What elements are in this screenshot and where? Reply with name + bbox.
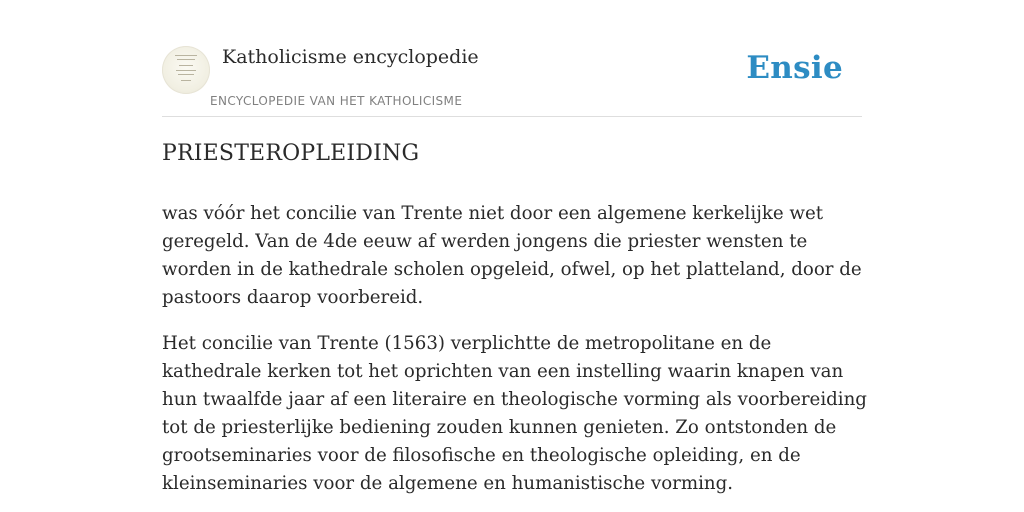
brand-logo[interactable]: Ensie <box>746 50 843 86</box>
article <box>162 138 867 512</box>
book-cover-icon[interactable] <box>162 46 210 94</box>
site-title[interactable]: Katholicisme encyclopedie <box>222 46 479 68</box>
site-subtitle: ENCYCLOPEDIE VAN HET KATHOLICISME <box>210 94 463 108</box>
article-title: PRIESTEROPLEIDING <box>162 141 420 166</box>
article-paragraph: was vóór het concilie van Trente niet door een algemene kerkelijke wet geregeld. Van de 4de eeuw af werden jongens die priester wensten te worden in de kathedrale scholen opgeleid, ofwel, op het platteland, door de pastoors daarop voorbereid. <box>162 203 862 308</box>
site-header <box>162 40 862 117</box>
article-paragraph: Het concilie van Trente (1563) verplichtte de metropolitane en de kathedrale kerken tot het oprichten van een instelling waarin knapen van hun twaalfde jaar af een literaire en theologische vorming als voorbereiding tot de priesterlijke bediening zouden kunnen genieten. Zo ontstonden de grootseminaries voor de filosofische en theologische opleiding, en de kleinseminaries voor de algemene en humanistische vorming. <box>162 333 867 494</box>
